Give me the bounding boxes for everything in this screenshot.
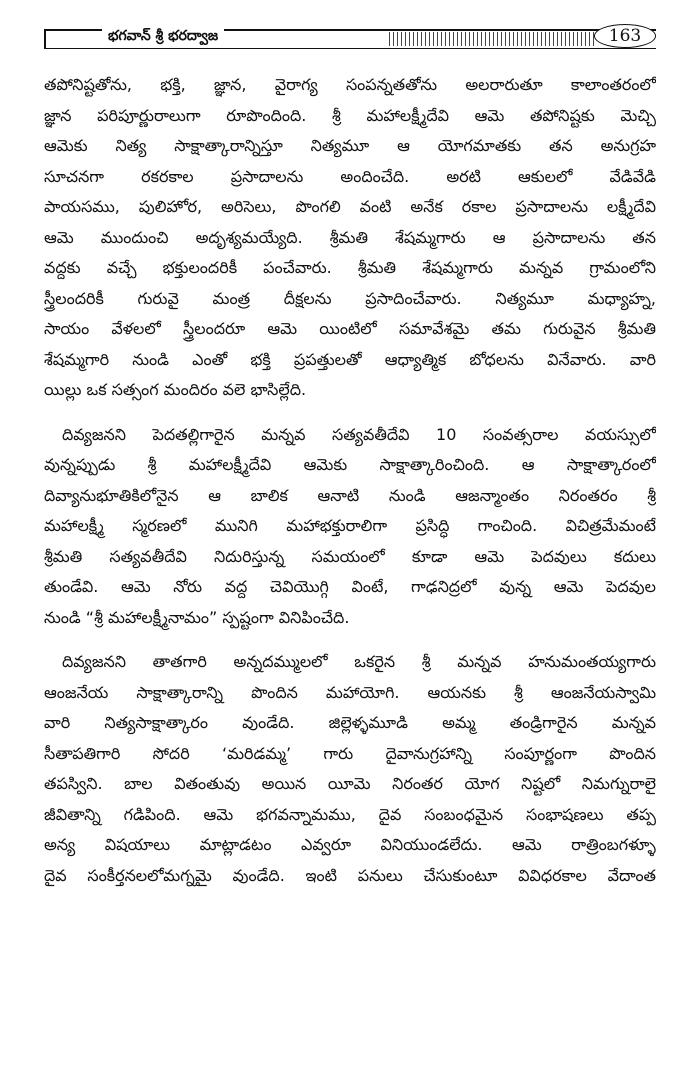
text-line: శ్రీమతి సత్యవతీదేవి నిదురిస్తున్న సమయంలో కూడా ఆమె పెదవులు కదులు <box>44 546 656 566</box>
text-line: వారి నిత్యసాక్షాత్కారం వుండేది. జిల్లెళ్ళమూడి అమ్మ తండ్రిగారైన మన్నవ <box>44 713 656 732</box>
page-body <box>44 70 656 905</box>
text-line: జ్ఞాన పరిపూర్ణురాలుగా రూపొందింది. శ్రీ మహాలక్ష్మీదేవి ఆమె తపోనిష్టకు మెచ్చి <box>44 105 656 125</box>
header-rule-bottom <box>44 48 656 49</box>
text-line: ఆంజనేయ సాక్షాత్కారాన్ని పొందిన మహాయోగి. ఆయనకు శ్రీ ఆంజనేయస్వామి <box>44 682 656 702</box>
text-line: స్త్రీలందరికీ గురువై మంత్ర దీక్షలను ప్రసాదించేవారు. నిత్యమూ మధ్యాహ్న, <box>44 288 656 308</box>
page-number: 163 <box>594 24 656 48</box>
page-header <box>44 22 656 50</box>
text-line: దివ్యజనని పెదతల్లిగారైన మన్నవ సత్యవతీదేవి 10 సంవత్సరాల వయస్సులో <box>62 424 656 444</box>
paragraph-1 <box>44 70 656 406</box>
running-title: భగవాన్ శ్రీ భరద్వాజ <box>102 28 224 47</box>
text-line: జీవితాన్ని గడిపింది. ఆమె భగవన్నామము, దైవ సంబంధమైన సంభాషణలు తప్ప <box>44 804 656 824</box>
text-line: వున్నప్పుడు శ్రీ మహాలక్ష్మీదేవి ఆమెకు సాక్షాత్కారించింది. ఆ సాక్షాత్కారంలో <box>44 455 656 474</box>
header-left-bar <box>44 29 46 49</box>
text-line: అన్య విషయాలు మాట్లాడటం ఎవ్వరూ వినియుండలేదు. ఆమె రాత్రింబగళ్ళూ <box>44 835 656 854</box>
text-line: దైవ సంకీర్తనలలోమగ్నమై వుండేది. ఇంటి పనులు చేసుకుంటూ వివిధరకాల వేదాంత <box>44 865 656 885</box>
text-line: తపోనిష్టతోను, భక్తి, జ్ఞాన, వైరాగ్య సంపన్నతతోను అలరారుతూ కాలాంతరంలో <box>44 75 656 94</box>
text-line: దివ్యజనని తాతగారి అన్నదమ్ములలో ఒకరైన శ్రీ మన్నవ హనుమంతయ్యగారు <box>62 652 656 671</box>
text-line: సాయం వేళలలో స్త్రీలందరూ ఆమె యింటిలో సమావేశమై తమ గురువైన శ్రీమతి <box>44 319 656 338</box>
text-line: సూచనగా రకరకాల ప్రసాదాలను అందించేది. అరటి ఆకులలో వేడివేడి <box>44 166 656 186</box>
text-line: పాయసము, పులిహోర, అరిసెలు, పొంగలి వంటి అనేక రకాల ప్రసాదాలను లక్ష్మీదేవి <box>44 197 656 216</box>
text-line: సీతాపతిగారి సోదరి ‘మరిడమ్మ’ గారు దైవానుగ్రహాన్ని సంపూర్ణంగా పొందిన <box>44 743 656 763</box>
text-line: మహాలక్ష్మీ స్మరణలో మునిగి మహాభక్తురాలిగా ప్రసిద్ధి గాంచింది. విచిత్రమేమంటే <box>44 516 656 535</box>
paragraph-2 <box>44 420 656 634</box>
header-hatch-ornament <box>389 32 594 46</box>
text-line: ఆమె ముందుంచి అదృశ్యమయ్యేది. శ్రీమతి శేషమ్మగారు ఆ ప్రసాదాలను తన <box>44 227 656 247</box>
text-line: నుండి “శ్రీ మహాలక్ష్మీనామం” స్పష్టంగా వినిపించేది. <box>44 607 350 627</box>
text-line: వద్దకు వచ్చే భక్తులందరికీ పంచేవారు. శ్రీమతి శేషమ్మగారు మన్నవ గ్రామంలోని <box>44 258 656 277</box>
text-line: దివ్యానుభూతికిలోనైన ఆ బాలిక ఆనాటి నుండి ఆజన్మాంతం నిరంతరం శ్రీ <box>44 485 656 505</box>
text-line: యిల్లు ఒక సత్సంగ మందిరం వలె భాసిల్లేది. <box>44 380 307 399</box>
text-line: శేషమ్మగారి నుండి ఎంతో భక్తి ప్రపత్తులతో ఆధ్యాత్మిక బోధలను వినేవారు. వారి <box>44 349 656 369</box>
text-line: తుండేవి. ఆమె నోరు వద్ద చెవియొగ్గి వింటే, గాఢనిద్రలో వున్న ఆమె పెదవుల <box>44 577 656 596</box>
paragraph-3 <box>44 647 656 891</box>
text-line: తపస్విని. బాల వితంతువు అయిన యీమె నిరంతర యోగ నిష్టలో నిమగ్నురాలై <box>44 774 656 793</box>
text-line: ఆమెకు నిత్య సాక్షాత్కారాన్నిస్తూ నిత్యమూ ఆ యోగమాతకు తన అనుగ్రహ <box>44 136 656 155</box>
